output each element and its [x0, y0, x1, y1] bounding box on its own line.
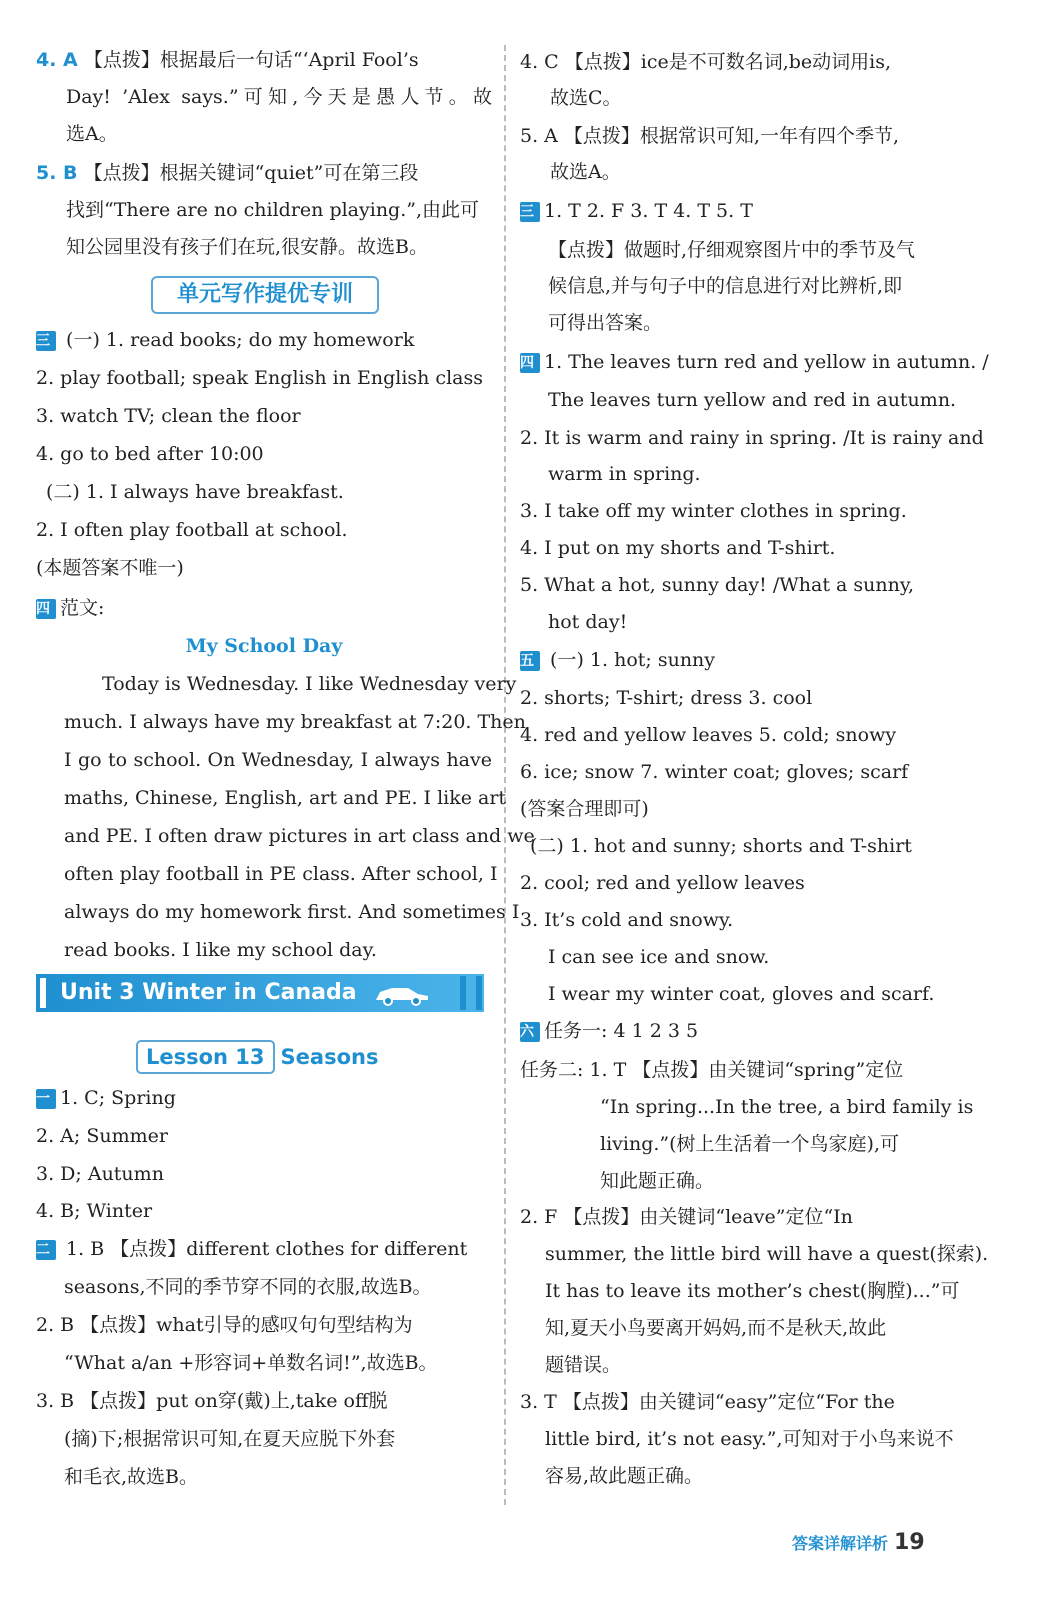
right-line: 4. I put on my shorts and T-shirt. [520, 537, 836, 559]
right-line: “In spring...In the tree, a bird family is [600, 1096, 974, 1118]
right-line: 故选C。 [550, 87, 622, 109]
answer-4a-line: 选A。 [66, 123, 118, 145]
essay-line: read books. I like my school day. [64, 939, 377, 961]
right-line: The leaves turn yellow and red in autumn. [548, 389, 957, 411]
lesson-answer: 1. C; Spring [60, 1087, 176, 1109]
writing-answer-line: (本题答案不唯一) [36, 557, 184, 579]
right-line: 2. F 【点拨】由关键词“leave”定位“In [520, 1206, 853, 1228]
right-line: 5. What a hot, sunny day! /What a sunny, [520, 574, 915, 596]
right-line: 知,夏天小鸟要离开妈妈,而不是秋天,故此 [545, 1317, 887, 1339]
answer-5b-line: 知公园里没有孩子们在玩,很安静。故选B。 [66, 236, 429, 258]
right-line: 【点拨】做题时,仔细观察图片中的季节及气 [548, 239, 916, 261]
right-line: 2. cool; red and yellow leaves [520, 872, 805, 894]
right-line: I wear my winter coat, gloves and scarf. [548, 983, 935, 1005]
answer-4a-line: Day! ’Alex says.”可知,今天是愚人节。故 [66, 86, 492, 108]
writing-answer-line: 4. go to bed after 10:00 [36, 443, 264, 465]
right-line: 1. T 2. F 3. T 4. T 5. T [544, 200, 753, 222]
essay-line: and PE. I often draw pictures in art class and we [64, 825, 535, 847]
essay-title: My School Day [185, 635, 343, 657]
essay-line: I go to school. On Wednesday, I always have [64, 749, 492, 771]
section-marker: 四 [520, 353, 540, 373]
right-line: 故选A。 [550, 161, 621, 183]
right-line: 2. shorts; T-shirt; dress 3. cool [520, 687, 813, 709]
section-marker: 五 [520, 651, 540, 671]
essay-line: always do my homework first. And sometimes I [64, 901, 520, 923]
lesson-answer-line: 1. B 【点拨】different clothes for different [66, 1238, 468, 1260]
right-line: little bird, it’s not easy.”,可知对于小鸟来说不 [545, 1428, 954, 1450]
section-marker: 六 [520, 1022, 540, 1042]
answer-4a-line: 【点拨】根据最后一句话“‘April Fool’s [83, 49, 419, 71]
right-line: 1. The leaves turn red and yellow in autumn. / [544, 351, 989, 373]
right-line: 题错误。 [545, 1354, 622, 1376]
right-line: It has to leave its mother’s chest(胸膛)...”可 [545, 1280, 960, 1302]
writing-answer-line: 2. play football; speak English in English class [36, 367, 483, 389]
right-line: (二) 1. hot and sunny; shorts and T-shirt [530, 835, 912, 857]
answer-5b-line: 找到“There are no children playing.”,由此可 [66, 199, 480, 221]
page-number: 19 [894, 1530, 925, 1555]
right-line: (答案合理即可) [520, 798, 649, 820]
right-line: 3. It’s cold and snowy. [520, 909, 734, 931]
right-line: 知此题正确。 [600, 1170, 715, 1192]
section-marker: 一 [36, 1089, 56, 1109]
right-line: 4. C 【点拨】ice是不可数名词,be动词用is, [520, 51, 892, 73]
page-footer [792, 1528, 925, 1558]
right-line: 5. A 【点拨】根据常识可知,一年有四个季节, [520, 125, 900, 147]
lesson-answer-line: 3. B 【点拨】put on穿(戴)上,take off脱 [36, 1390, 388, 1412]
column-divider [504, 45, 506, 1505]
lesson-number: Lesson 13 [136, 1040, 275, 1074]
writing-answer-line: (一) 1. read books; do my homework [66, 329, 415, 351]
lesson-answer-line: (摘)下;根据常识可知,在夏天应脱下外套 [64, 1428, 396, 1450]
lesson-answer: 4. B; Winter [36, 1200, 153, 1222]
right-line: 容易,故此题正确。 [545, 1465, 704, 1487]
right-line: (一) 1. hot; sunny [550, 649, 716, 671]
right-line: summer, the little bird will have a quest(探索). [545, 1243, 989, 1265]
right-line: 2. It is warm and rainy in spring. /It is rainy and [520, 427, 984, 449]
car-icon [372, 982, 438, 1006]
lesson-answer-line: 和毛衣,故选B。 [64, 1466, 199, 1488]
section-marker: 四 [36, 599, 56, 619]
right-line: 3. I take off my winter clothes in spring. [520, 500, 907, 522]
section-marker: 三 [520, 202, 540, 222]
right-line: I can see ice and snow. [548, 946, 770, 968]
right-line: 可得出答案。 [548, 312, 663, 334]
right-line: warm in spring. [548, 463, 701, 485]
essay-line: often play football in PE class. After school, I [64, 863, 498, 885]
lesson-title: Seasons [280, 1045, 379, 1069]
right-line: 6. ice; snow 7. winter coat; gloves; scarf [520, 761, 909, 783]
writing-section-title: 单元写作提优专训 [151, 276, 379, 314]
unit-banner [36, 974, 484, 1012]
essay-line: Today is Wednesday. I like Wednesday very [102, 673, 517, 695]
right-line: 任务一: 4 1 2 3 5 [544, 1020, 699, 1042]
unit-title: Unit 3 Winter in Canada [60, 980, 357, 1005]
lesson-answer-line: seasons,不同的季节穿不同的衣服,故选B。 [64, 1276, 432, 1298]
right-line: living.”(树上生活着一个鸟家庭),可 [600, 1133, 899, 1155]
lesson-answer-line: 2. B 【点拨】what引导的感叹句句型结构为 [36, 1314, 413, 1336]
right-line: 任务二: 1. T 【点拨】由关键词“spring”定位 [520, 1059, 904, 1081]
lesson-answer: 2. A; Summer [36, 1125, 168, 1147]
essay-label: 范文: [60, 597, 105, 619]
section-marker: 三 [36, 331, 56, 351]
right-line: 3. T 【点拨】由关键词“easy”定位“For the [520, 1391, 895, 1413]
answer-5b-line: 【点拨】根据关键词“quiet”可在第三段 [83, 162, 419, 184]
footer-label: 答案详解详析 [792, 1534, 889, 1553]
lesson-header [136, 1040, 378, 1070]
writing-answer-line: 2. I often play football at school. [36, 519, 348, 541]
lesson-answer-line: “What a/an +形容词+单数名词!”,故选B。 [64, 1352, 438, 1374]
right-line: 候信息,并与句子中的信息进行对比辨析,即 [548, 275, 903, 297]
section-marker: 二 [36, 1240, 56, 1260]
right-line: 4. red and yellow leaves 5. cold; snowy [520, 724, 897, 746]
writing-answer-line: (二) 1. I always have breakfast. [46, 481, 344, 503]
writing-answer-line: 3. watch TV; clean the floor [36, 405, 301, 427]
right-line: hot day! [548, 611, 628, 633]
lesson-answer: 3. D; Autumn [36, 1163, 164, 1185]
essay-line: maths, Chinese, English, art and PE. I like art [64, 787, 507, 809]
essay-line: much. I always have my breakfast at 7:20. Then [64, 711, 526, 733]
